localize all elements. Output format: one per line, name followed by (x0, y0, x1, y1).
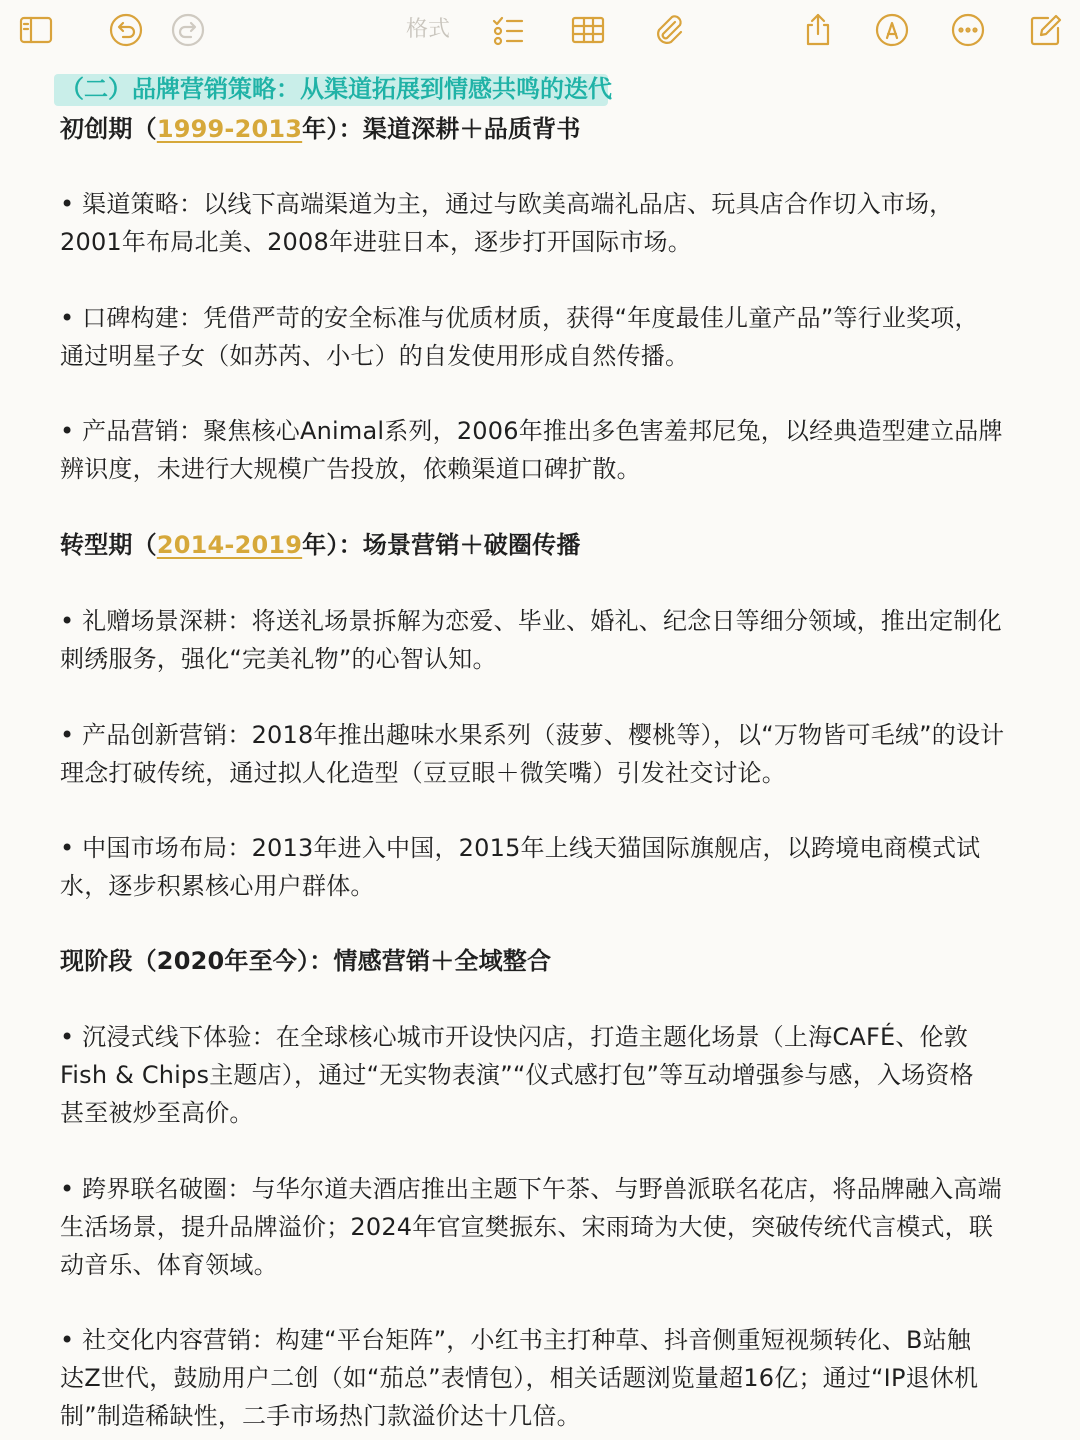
sidebar-toggle-button[interactable] (16, 10, 56, 50)
section-heading: （二）品牌营销策略：从渠道拓展到情感共鸣的迭代 (60, 75, 612, 103)
attachment-button[interactable] (648, 10, 688, 50)
paragraph-line: 甚至被炒至高价。 (60, 1099, 254, 1127)
section-title-transition (60, 528, 581, 562)
paragraph-line: Fish & Chips主题店），通过“无实物表演”“仪式感打包”等互动增强参与感，入场资格 (60, 1061, 974, 1089)
paragraph-line: 2001年布局北美、2008年进驻日本，逐步打开国际市场。 (60, 228, 692, 256)
table-button[interactable] (568, 10, 608, 50)
paragraph-line: • 产品创新营销：2018年推出趣味水果系列（菠萝、樱桃等），以“万物皆可毛绒”的设计 (60, 721, 1005, 749)
section-title-founding (60, 112, 581, 146)
format-button[interactable]: 格式 (405, 17, 450, 42)
paragraph-line: • 社交化内容营销：构建“平台矩阵”，小红书主打种草、抖音侧重短视频转化、B站触 (60, 1326, 972, 1354)
redo-icon (170, 12, 206, 48)
paragraph-line: 水，逐步积累核心用户群体。 (60, 872, 375, 900)
paragraph-line: • 沉浸式线下体验：在全球核心城市开设快闪店，打造主题化场景（上海CAFÉ、伦敦 (60, 1023, 968, 1051)
more-icon (950, 12, 986, 48)
toolbar (0, 0, 1080, 62)
year-range: 2014-2019 (156, 531, 303, 559)
undo-icon (108, 12, 144, 48)
compose-icon (1028, 12, 1064, 48)
paragraph-line: 达Z世代，鼓励用户二创（如“茄总”表情包），相关话题浏览量超16亿；通过“IP退休机 (60, 1364, 979, 1392)
paragraph-line: • 产品营销：聚焦核心Animal系列，2006年推出多色害羞邦尼兔，以经典造型建立品牌 (60, 417, 1003, 445)
markup-icon (874, 12, 910, 48)
paragraph-line: 通过明星子女（如苏芮、小七）的自发使用形成自然传播。 (60, 342, 690, 370)
share-button[interactable] (798, 10, 838, 50)
checklist-icon (490, 12, 526, 48)
sidebar-icon (18, 12, 54, 48)
paragraph-line: 生活场景，提升品牌溢价；2024年官宣樊振东、宋雨琦为大使，突破传统代言模式，联 (60, 1213, 994, 1241)
section-title-current: 现阶段（2020年至今）：情感营销＋全域整合 (60, 947, 552, 975)
table-icon (570, 12, 606, 48)
redo-button[interactable] (168, 10, 208, 50)
paragraph-line: 动音乐、体育领域。 (60, 1251, 278, 1279)
paragraph-line: • 口碑构建：凭借严苛的安全标准与优质材质，获得“年度最佳儿童产品”等行业奖项， (60, 304, 979, 332)
paragraph-line: 辨识度，未进行大规模广告投放，依赖渠道口碑扩散。 (60, 455, 641, 483)
section-title-suffix: 年）：渠道深耕＋品质背书 (302, 115, 581, 143)
paragraph-line: 理念打破传统，通过拟人化造型（豆豆眼＋微笑嘴）引发社交讨论。 (60, 759, 786, 787)
checklist-button[interactable] (488, 10, 528, 50)
more-button[interactable] (948, 10, 988, 50)
paragraph-line: • 渠道策略：以线下高端渠道为主，通过与欧美高端礼品店、玩具店合作切入市场， (60, 190, 954, 218)
paragraph-line: 制”制造稀缺性，二手市场热门款溢价达十几倍。 (60, 1402, 581, 1430)
share-icon (800, 12, 836, 48)
compose-button[interactable] (1026, 10, 1066, 50)
paragraph-line: • 跨界联名破圈：与华尔道夫酒店推出主题下午茶、与野兽派联名花店，将品牌融入高端 (60, 1175, 1002, 1203)
section-title-prefix: 初创期（ (60, 115, 157, 143)
paragraph-line: • 礼赠场景深耕：将送礼场景拆解为恋爱、毕业、婚礼、纪念日等细分领域，推出定制化 (60, 607, 1002, 635)
undo-button[interactable] (106, 10, 146, 50)
year-range: 1999-2013 (156, 115, 303, 143)
markup-button[interactable] (872, 10, 912, 50)
section-title-suffix: 年）：场景营销＋破圈传播 (302, 531, 581, 559)
section-title-prefix: 转型期（ (60, 531, 157, 559)
paragraph-line: • 中国市场布局：2013年进入中国，2015年上线天猫国际旗舰店，以跨境电商模式试 (60, 834, 981, 862)
paragraph-line: 刺绣服务，强化“完美礼物”的心智认知。 (60, 645, 497, 673)
attachment-icon (650, 12, 686, 48)
